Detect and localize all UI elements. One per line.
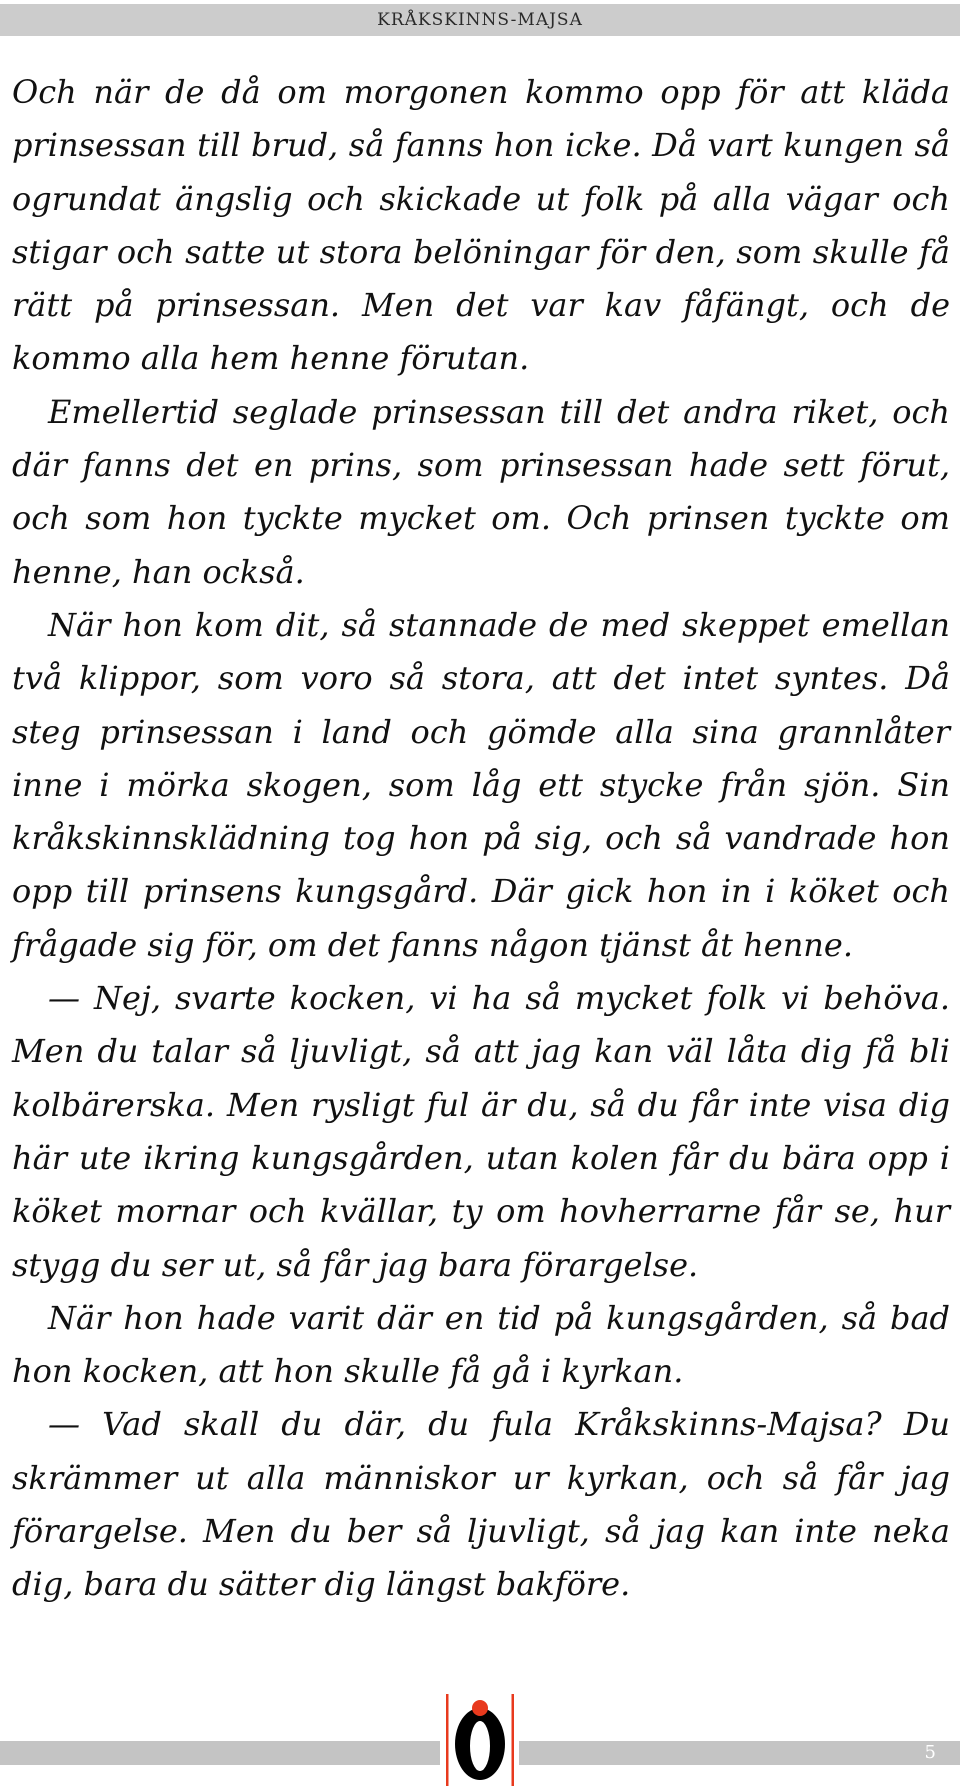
paragraph-2: Emellertid seglade prinsessan till det andra riket, och där fanns det en prins, som prinsessan hade sett förut, och som hon tyckte mycket om. Och prinsen tyckte om henne, han också. [12, 392, 950, 591]
paragraph-4: — Nej, svarte kocken, vi ha så mycket folk vi behöva. Men du talar så ljuvligt, så att jag kan väl låta dig få bli kolbärerska. Men rysligt ful är du, så du får inte visa dig här ute ikring kungsgården, utan kolen får du bära opp i köket mornar och kvällar, ty om hovherrarne får se, hur stygg du ser ut, så får jag bara förargelse. [12, 979, 950, 1284]
paragraph-1: Och när de då om morgonen kommo opp för att kläda prinsessan till brud, så fanns hon icke. Då vart kungen så ogrundat ängslig och skickade ut folk på alla vägar och stigar och satte ut stora belöningar för den, som skulle få rätt på prinsessan. Men det var kav fåfängt, och de kommo alla hem henne förutan. [12, 73, 950, 378]
publisher-o-logo-icon [442, 1686, 518, 1791]
paragraph-3: När hon kom dit, så stannade de med skeppet emellan två klippor, som voro så stora, att det intet syntes. Då steg prinsessan i land och gömde alla sina grannlåter inne i mörka skogen, som låg ett stycke från sjön. Sin kråkskinnsklädning tog hon på sig, och så vandrade hon opp till prinsens kungsgård. Där gick hon in i köket och frågade sig för, om det fanns någon tjänst åt henne. [12, 605, 950, 964]
paragraph-5: När hon hade varit där en tid på kungsgården, så bad hon kocken, att hon skulle få gå i kyrkan. [12, 1298, 950, 1391]
running-header-title: KRÅKSKINNS-MAJSA [377, 10, 583, 30]
page-body [12, 66, 950, 1612]
paragraph-6: — Vad skall du där, du fula Kråkskinns-Majsa? Du skrämmer ut alla människor ur kyrkan, och så får jag förargelse. Men du ber så ljuvligt, så jag kan inte neka dig, bara du sätter dig längst bakföre. [12, 1405, 950, 1604]
page-number: 5 [924, 1742, 936, 1763]
footer-bar-right [519, 1741, 960, 1765]
footer-bar-left [0, 1741, 440, 1765]
